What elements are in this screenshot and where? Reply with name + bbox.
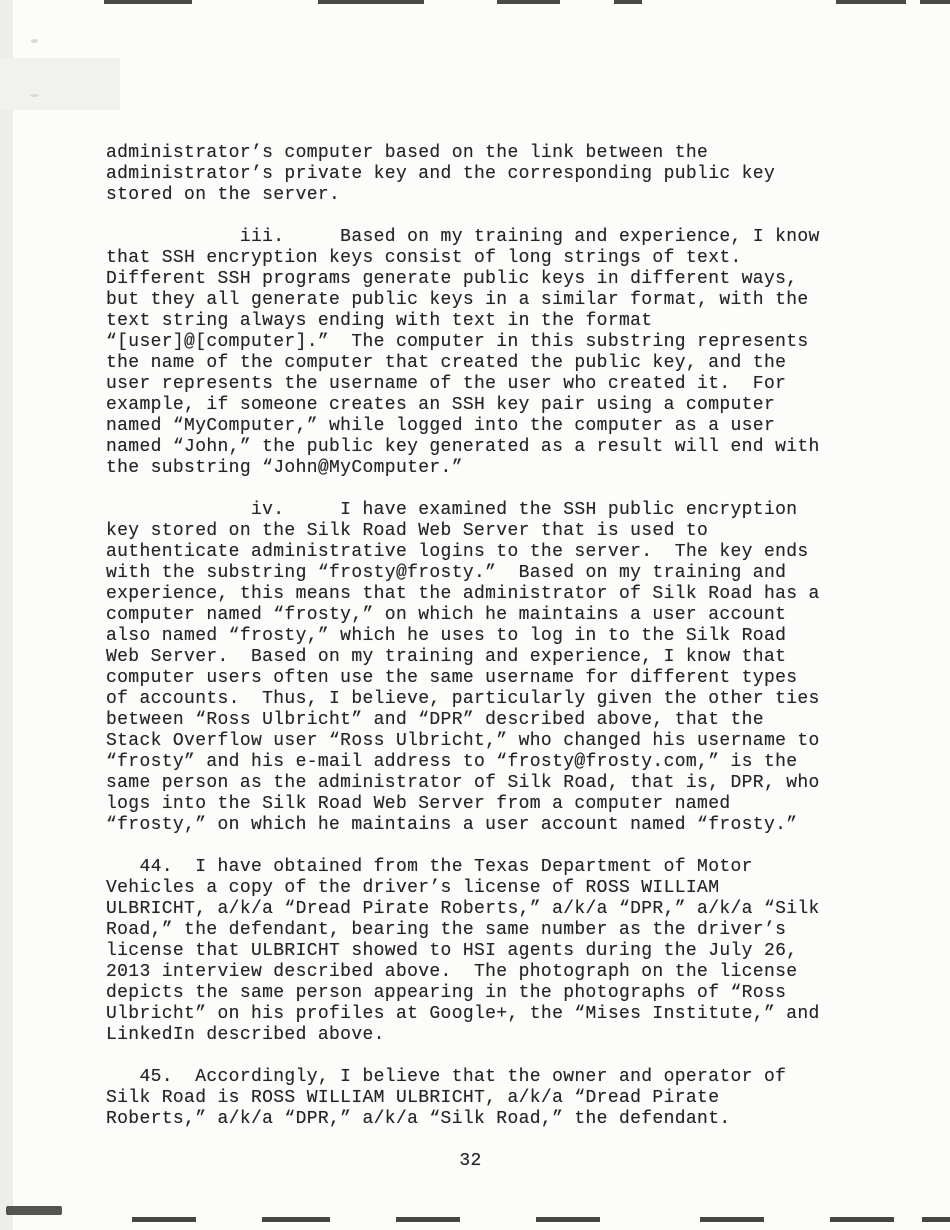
scan-edge-artifact	[104, 0, 192, 4]
paragraph-iii: iii. Based on my training and experience, I know that SSH encryption keys consist of long strings of text. Different SSH programs generate public keys in different ways, but they all generate public keys in a similar format, with the text string always ending with text in the format “[user]@[computer].” The computer in this substring represents the name of the computer that created the public key, and the user represents the username of the user who created it. For example, if someone creates an SSH key pair using a computer named “MyComputer,” while logged into the computer as a user named “John,” the public key generated as a result will end with the substring “John@MyComputer.”	[106, 227, 820, 478]
scan-left-gutter-shadow	[0, 0, 13, 1230]
scan-edge-artifact	[614, 0, 642, 4]
scan-edge-artifact	[836, 0, 906, 4]
scan-shading-artifact	[0, 58, 120, 110]
scan-edge-artifact	[922, 1217, 950, 1222]
scan-edge-artifact	[536, 1217, 600, 1222]
scan-smudge	[31, 39, 38, 43]
paragraph-iv: iv. I have examined the SSH public encryption key stored on the Silk Road Web Server that is used to authenticate administrative logins to the server. The key ends with the substring “frosty@frosty.” Based on my training and experience, this means that the administrator of Silk Road has a computer named “frosty,” on which he maintains a user account also named “frosty,” which he uses to log in to the Silk Road Web Server. Based on my training and experience, I know that computer users often use the same username for different types of accounts. Thus, I believe, particularly given the other ties between “Ross Ulbricht” and “DPR” described above, that the Stack Overflow user “Ross Ulbricht,” who changed his username to “frosty” and his e-mail address to “frosty@frosty.com,” is the same person as the administrator of Silk Road, that is, DPR, who logs into the Silk Road Web Server from a computer named “frosty,” on which he maintains a user account named “frosty.”	[106, 500, 820, 835]
scan-edge-artifact	[318, 0, 424, 4]
scan-edge-artifact	[262, 1217, 330, 1222]
paragraph-44: 44. I have obtained from the Texas Department of Motor Vehicles a copy of the driver’s license of ROSS WILLIAM ULBRICHT, a/k/a “Dread Pirate Roberts,” a/k/a “DPR,” a/k/a “Silk Road,” the defendant, bearing the same number as the driver’s license that ULBRICHT showed to HSI agents during the July 26, 2013 interview described above. The photograph on the license depicts the same person appearing in the photographs of “Ross Ulbricht” on his profiles at Google+, the “Mises Institute,” and LinkedIn described above.	[106, 857, 820, 1045]
scan-edge-artifact	[830, 1217, 894, 1222]
page-number: 32	[459, 1151, 482, 1171]
scan-edge-artifact	[700, 1217, 764, 1222]
scan-edge-artifact	[920, 0, 950, 4]
scan-edge-artifact	[132, 1217, 196, 1222]
scan-smudge	[30, 94, 39, 97]
scan-edge-artifact	[396, 1217, 460, 1222]
document-body	[106, 143, 866, 1172]
scan-edge-artifact	[497, 0, 560, 4]
paragraph-continuation: administrator’s computer based on the link between the administrator’s private key and the corresponding public key stored on the server.	[106, 143, 776, 205]
scan-edge-artifact	[6, 1206, 62, 1215]
paragraph-45: 45. Accordingly, I believe that the owner and operator of Silk Road is ROSS WILLIAM ULBRICHT, a/k/a “Dread Pirate Roberts,” a/k/a “DPR,” a/k/a “Silk Road,” the defendant.	[106, 1067, 787, 1129]
